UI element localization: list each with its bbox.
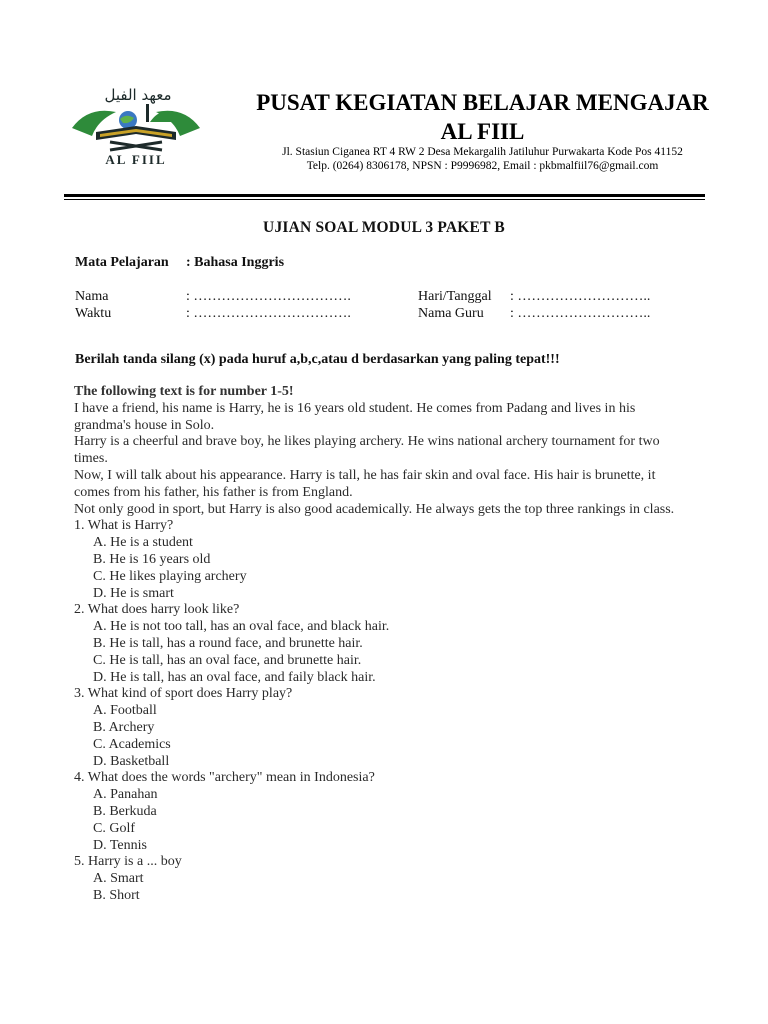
institution-logo [68, 82, 204, 168]
institution-address: Jl. Stasiun Ciganea RT 4 RW 2 Desa Mekargalih Jatiluhur Purwakarta Kode Pos 41152 [282, 146, 683, 158]
subject-value: : Bahasa Inggris [186, 255, 285, 270]
waktu-value: : ……………………………. [186, 306, 351, 321]
question-3-option-b[interactable]: B. Archery [93, 719, 155, 735]
logo-minaret [146, 104, 149, 122]
nama-label: Nama [75, 289, 109, 304]
question-4-option-b[interactable]: B. Berkuda [93, 803, 157, 819]
passage-paragraph: Harry is a cheerful and brave boy, he likes playing archery. He wins national archery tournament for two times. [74, 434, 660, 467]
nama-guru-field [418, 306, 650, 322]
waktu-field [75, 306, 351, 322]
question-2-option-c[interactable]: C. He is tall, has an oval face, and brunette hair. [93, 652, 362, 668]
institution-name-line1: PUSAT KEGIATAN BELAJAR MENGAJAR [256, 90, 709, 115]
institution-contact: Telp. (0264) 8306178, NPSN : P9996982, Email : pkbmalfiil76@gmail.com [306, 160, 659, 172]
passage-paragraph: Now, I will talk about his appearance. Harry is tall, he has fair skin and oval face. His hair is brunette, it comes from his father, his father is from England. [74, 467, 656, 500]
question-5-option-a[interactable]: A. Smart [93, 871, 144, 887]
question-4-option-d[interactable]: D. Tennis [93, 837, 147, 853]
question-5-option-b[interactable]: B. Short [93, 887, 140, 903]
question-2-option-a[interactable]: A. He is not too tall, has an oval face, and black hair. [93, 619, 390, 635]
question-2: 2. What does harry look like? [74, 602, 240, 618]
header-divider-thick [64, 194, 705, 197]
question-3-option-d[interactable]: D. Basketball [93, 753, 170, 769]
question-1: 1. What is Harry? [74, 518, 174, 534]
question-4-option-c[interactable]: C. Golf [93, 820, 135, 836]
exam-title: UJIAN SOAL MODUL 3 PAKET B [263, 219, 505, 236]
exam-content [74, 384, 694, 905]
question-1-option-a[interactable]: A. He is a student [93, 535, 193, 551]
passage-paragraph: I have a friend, his name is Harry, he is 16 years old student. He comes from Padang and lives in his grandma's house in Solo. [74, 400, 636, 433]
question-1-option-b[interactable]: B. He is 16 years old [93, 551, 211, 567]
question-3-option-c[interactable]: C. Academics [93, 736, 171, 752]
passage-heading: The following text is for number 1-5! [74, 384, 294, 399]
waktu-label: Waktu [75, 306, 112, 321]
instruction-text: Berilah tanda silang (x) pada huruf a,b,c,atau d berdasarkan yang paling tepat!!! [75, 352, 560, 367]
hari-tanggal-value: : ……………………….. [510, 289, 651, 304]
question-3: 3. What kind of sport does Harry play? [74, 686, 293, 702]
question-1-option-c[interactable]: C. He likes playing archery [93, 568, 247, 584]
logo-arabic-text: معهد الفيل [104, 86, 172, 104]
nama-guru-label: Nama Guru [418, 306, 484, 321]
nama-guru-value: : ……………………….. [510, 306, 651, 321]
logo-text: AL FIIL [105, 152, 167, 167]
question-5: 5. Harry is a ... boy [74, 854, 182, 870]
institution-name-line2: AL FIIL [440, 119, 525, 144]
header-divider-thin [64, 199, 705, 200]
subject-label: Mata Pelajaran [75, 255, 169, 270]
question-4-option-a[interactable]: A. Panahan [93, 787, 158, 803]
subject-row [75, 255, 284, 271]
question-2-option-b[interactable]: B. He is tall, has a round face, and brunette hair. [93, 635, 363, 651]
nama-value: : ……………………………. [186, 289, 351, 304]
passage-paragraph: Not only good in sport, but Harry is also good academically. He always gets the top three rankings in class. [74, 501, 675, 517]
logo-emblem [72, 86, 200, 150]
question-4: 4. What does the words "archery" mean in Indonesia? [74, 770, 375, 786]
hari-tanggal-label: Hari/Tanggal [418, 289, 492, 304]
question-3-option-a[interactable]: A. Football [93, 703, 157, 719]
question-1-option-d[interactable]: D. He is smart [93, 585, 174, 601]
hari-tanggal-field [418, 289, 650, 305]
question-2-option-d[interactable]: D. He is tall, has an oval face, and faily black hair. [93, 669, 376, 685]
nama-field [75, 289, 351, 305]
